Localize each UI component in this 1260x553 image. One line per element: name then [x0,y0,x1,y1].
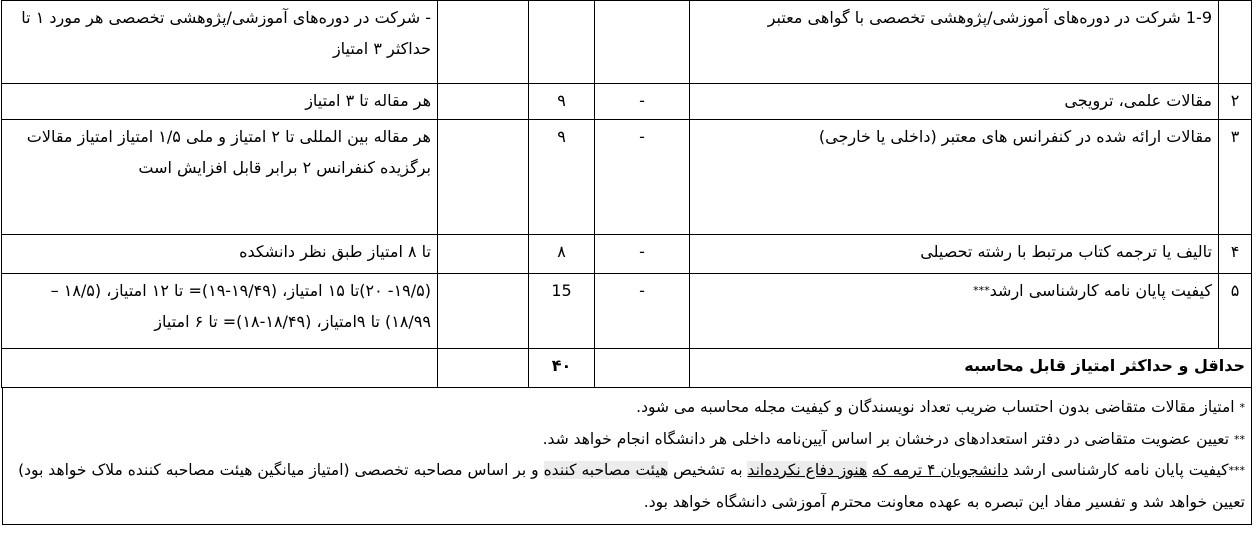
footnote-text: کیفیت پایان نامه کارشناسی ارشد [1013,461,1229,479]
document [2,0,1252,525]
footnote-marker: *** [973,284,990,297]
row-min [595,1,690,84]
footnote-underlined: هنوز دفاع نکرده‌اند [747,461,868,479]
footnote-underlined: دانشجویان ۴ ترمه که [872,461,1009,479]
row-title: مقالات ارائه شده در کنفرانس های معتبر (داخلی یا خارجی) [690,120,1219,235]
footnote-marker: *** [1228,464,1245,477]
row-number [1219,1,1252,84]
table-row [2,84,1252,120]
row-title-text: کیفیت پایان نامه کارشناسی ارشد [989,281,1212,300]
footnote-3 [9,455,1245,518]
row-min: - [595,235,690,274]
row-title: 1-9 شرکت در دوره‌های آموزشی/پژوهشی تخصصی با گواهی معتبر [690,1,1219,84]
footnote-text: امتیاز مقالات متقاضی بدون احتساب ضریب تعداد نویسندگان و کیفیت مجله محاسبه می شود. [636,398,1235,416]
total-empty [595,349,690,388]
scoring-table [1,0,1252,388]
footnote-marker: * [1239,401,1245,414]
row-description: تا ۸ امتیاز طبق نظر دانشکده [2,235,438,274]
row-title [690,274,1219,349]
row-number: ۲ [1219,84,1252,120]
total-empty [438,349,529,388]
row-empty [438,84,529,120]
row-description: هر مقاله بین المللی تا ۲ امتیاز و ملی ۱/۵ امتیاز امتیاز مقالات برگزیده کنفرانس ۲ برابر قابل افزایش است [2,120,438,235]
row-number: ۴ [1219,235,1252,274]
footnote-marker: ** [1234,432,1245,446]
footnote-2 [9,424,1245,456]
row-max: 15 [529,274,595,349]
row-empty [438,235,529,274]
row-title: تالیف یا ترجمه کتاب مرتبط با رشته تحصیلی [690,235,1219,274]
row-number: ۵ [1219,274,1252,349]
row-empty [438,120,529,235]
footnote-text: و بر اساس مصاحبه تخصصی (امتیاز میانگین هیئت مصاحبه کننده ملاک خواهد بود) تعیین خواهد شد و تفسیر مفاد این تبصره به عهده معاونت محترم آموزشی دانشگاه خواهد بود. [18,461,1245,511]
row-description: (۱۹/۵- ۲۰)تا ۱۵ امتیاز، (۱۹/۴۹-۱۹)= تا ۱۲ امتیاز، (۱۸/۵ – ۱۸/۹۹) تا ۹امتیاز، (۱۸/۴۹-۱۸)= تا ۶ امتیاز [2,274,438,349]
total-empty [2,349,438,388]
row-empty [438,1,529,84]
table-row [2,120,1252,235]
total-max: ۴۰ [529,349,595,388]
row-max [529,1,595,84]
footnote-text: تعیین عضویت متقاضی در دفتر استعدادهای درخشان بر اساس آیین‌نامه داخلی هر دانشگاه انجام خواهد شد. [542,429,1230,448]
footnote-highlight: هیئت مصاحبه کننده [543,461,669,479]
total-label: حداقل و حداکثر امتیاز قابل محاسبه [690,349,1252,388]
row-description: - شرکت در دوره‌های آموزشی/پژوهشی تخصصی هر مورد ۱ تا حداکثر ۳ امتیاز [2,1,438,84]
table-row [2,1,1252,84]
row-max: ۹ [529,120,595,235]
row-min: - [595,120,690,235]
row-min: - [595,84,690,120]
row-min: - [595,274,690,349]
row-max: ۸ [529,235,595,274]
row-number: ۳ [1219,120,1252,235]
row-title: مقالات علمی، ترویجی [690,84,1219,120]
footnote-text: به تشخیص [673,461,743,479]
footnote-1 [9,392,1245,424]
table-row [2,235,1252,274]
row-empty [438,274,529,349]
table-row [2,274,1252,349]
row-description: هر مقاله تا ۳ امتیاز [2,84,438,120]
total-row [2,349,1252,388]
row-max: ۹ [529,84,595,120]
footnotes [2,388,1252,525]
